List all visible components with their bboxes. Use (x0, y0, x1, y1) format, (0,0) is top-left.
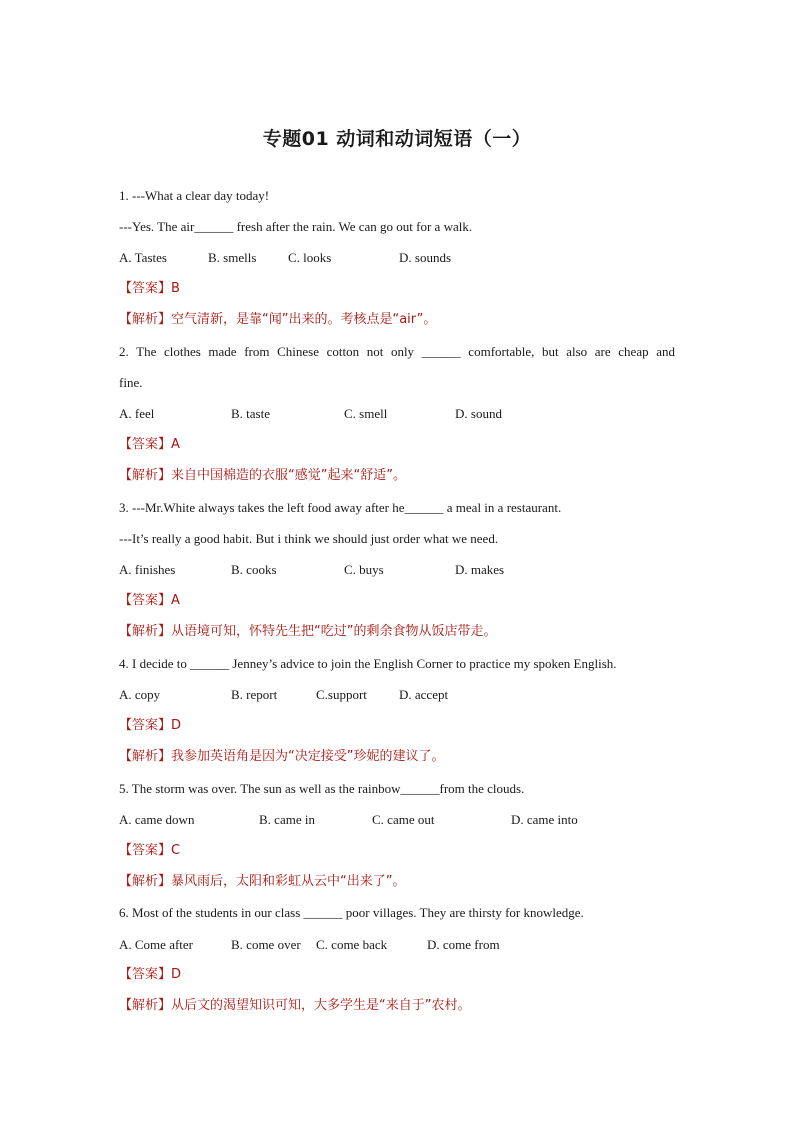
q4-option-d: D. accept (399, 687, 449, 702)
q4-analysis: 【解析】我参加英语角是因为“决定接受”珍妮的建议了。 (119, 749, 445, 764)
q2-option-b: B. taste (231, 406, 270, 421)
q3-answer: 【答案】A (119, 593, 180, 608)
q4-option-b: B. report (231, 687, 278, 702)
q3-option-d: D. makes (455, 562, 505, 577)
q1-option-d: D. sounds (399, 250, 452, 265)
question-1-dialogue: ---Yes. The air______ fresh after the rain. We can go out for a walk. (119, 219, 473, 234)
q1-answer: 【答案】B (119, 281, 180, 296)
q4-option-a: A. copy (119, 687, 161, 702)
q6-option-a: A. Come after (119, 937, 194, 952)
q4-answer: 【答案】D (119, 718, 182, 733)
question-1-stem: 1. ---What a clear day today! (119, 188, 270, 203)
q1-option-a: A. Tastes (119, 250, 167, 265)
question-5-stem: 5. The storm was over. The sun as well as the rainbow______from the clouds. (119, 781, 525, 796)
q4-option-c: C.support (316, 687, 367, 702)
q2-answer: 【答案】A (119, 437, 180, 452)
q3-option-a: A. finishes (119, 562, 176, 577)
q1-option-c: C. looks (288, 250, 332, 265)
q5-option-b: B. came in (259, 812, 315, 827)
q5-analysis: 【解析】暴风雨后，太阳和彩虹从云中“出来了”。 (119, 874, 406, 889)
question-2-stem: 2. The clothes made from Chinese cotton not only ______ comfortable, but also are cheap and (119, 344, 675, 359)
page-title: 专题01 动词和动词短语（一） (262, 128, 532, 150)
q5-option-a: A. came down (119, 812, 195, 827)
q6-answer: 【答案】D (119, 967, 182, 982)
question-6-stem: 6. Most of the students in our class ______ poor villages. They are thirsty for knowledge. (119, 905, 584, 920)
q2-option-d: D. sound (455, 406, 502, 421)
q6-option-b: B. come over (231, 937, 301, 952)
question-3-dialogue: ---It’s really a good habit. But i think we should just order what we need. (119, 531, 499, 546)
q6-analysis: 【解析】从后文的渴望知识可知，大多学生是“来自于”农村。 (119, 998, 471, 1013)
q6-option-c: C. come back (316, 937, 388, 952)
question-3-stem: 3. ---Mr.White always takes the left food away after he______ a meal in a restaurant. (119, 500, 562, 515)
q2-option-c: C. smell (344, 406, 388, 421)
q3-option-c: C. buys (344, 562, 384, 577)
q6-option-d: D. come from (427, 937, 500, 952)
q3-analysis: 【解析】从语境可知，怀特先生把“吃过”的剩余食物从饭店带走。 (119, 624, 497, 639)
q1-option-b: B. smells (208, 250, 257, 265)
question-2-stem-cont: fine. (119, 375, 143, 390)
question-4-stem: 4. I decide to ______ Jenney’s advice to join the English Corner to practice my spoken English. (119, 656, 617, 671)
q1-analysis: 【解析】空气清新，是靠“闻”出来的。考核点是“air”。 (119, 312, 437, 327)
q5-option-c: C. came out (372, 812, 435, 827)
q2-analysis: 【解析】来自中国棉造的衣服“感觉”起来“舒适”。 (119, 468, 406, 483)
q2-option-a: A. feel (119, 406, 155, 421)
q5-answer: 【答案】C (119, 843, 181, 858)
q5-option-d: D. came into (511, 812, 578, 827)
q3-option-b: B. cooks (231, 562, 277, 577)
